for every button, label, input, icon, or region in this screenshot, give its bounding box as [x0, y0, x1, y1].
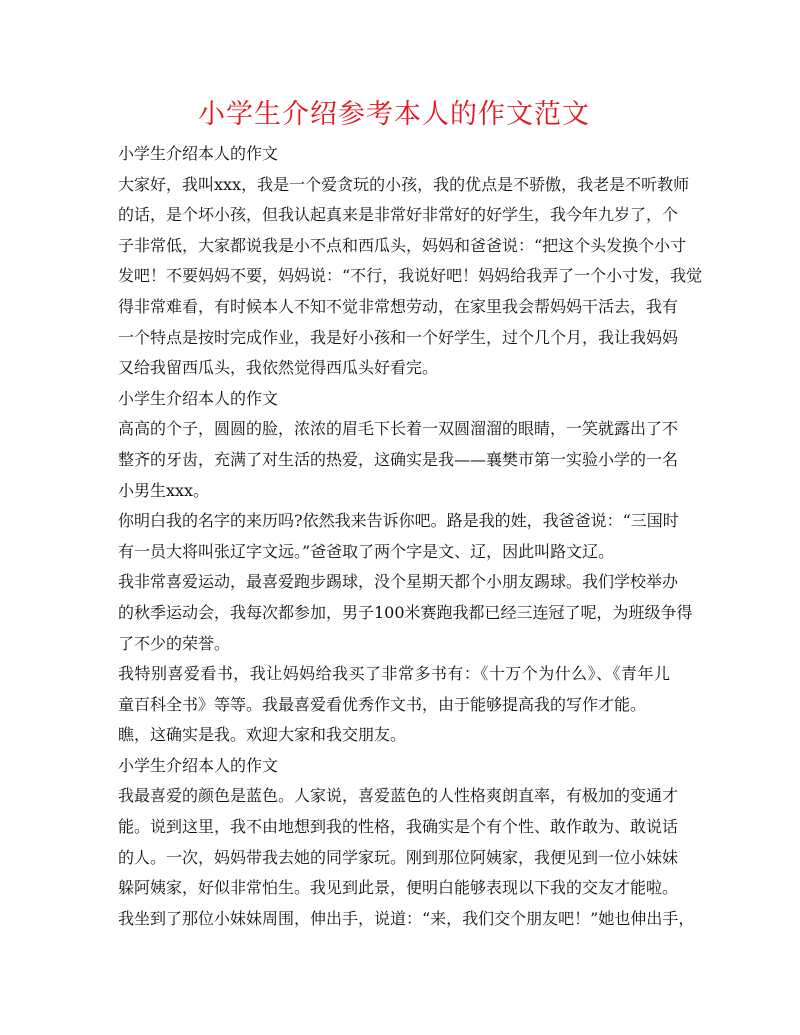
text-line: 躲阿姨家，好似非常怕生。我见到此景，便明白能够表现以下我的交友才能啦。 — [118, 878, 679, 898]
text-line: 童百科全书》等等。我最喜爱看优秀作文书，由于能够提高我的写作才能。 — [118, 694, 647, 714]
text-line: 的话，是个坏小孩，但我认起真来是非常好非常好的好学生，我今年九岁了，个 — [118, 205, 679, 225]
paragraph — [118, 567, 693, 659]
text-line: 高高的个子，圆圆的脸，浓浓的眉毛下长着一双圆溜溜的眼睛，一笑就露出了不 — [118, 419, 679, 439]
section-heading — [118, 139, 670, 170]
paragraph — [118, 659, 670, 720]
paragraph — [118, 170, 703, 384]
text-line: 的人。一次，妈妈带我去她的同学家玩。刚到那位阿姨家，我便见到一位小妹妹 — [118, 847, 679, 867]
paragraph — [118, 506, 679, 567]
text-line: 小男生xxx。 — [118, 480, 210, 500]
text-line: 你明白我的名字的来历吗?依然我来告诉你吧。路是我的姓，我爸爸说：“三国时 — [118, 511, 679, 531]
text-line: 小学生介绍本人的作文 — [118, 144, 279, 163]
paragraph — [118, 720, 670, 751]
text-line: 能。说到这里，我不由地想到我的性格，我确实是个有个性、敢作敢为、敢说话 — [118, 817, 679, 837]
document-page — [118, 96, 703, 934]
text-line: 有一员大将叫张辽字文远。”爸爸取了两个字是文、辽，因此叫路文辽。 — [118, 541, 615, 561]
text-line: 我非常喜爱运动，最喜爱跑步踢球，没个星期天都个小朋友踢球。我们学校举办 — [118, 572, 679, 592]
paragraph — [118, 414, 679, 506]
text-line: 小学生介绍本人的作文 — [118, 755, 279, 775]
section-heading — [118, 384, 670, 415]
text-line: 我最喜爱的颜色是蓝色。人家说，喜爱蓝色的人性格爽朗直率，有极加的变通才 — [118, 786, 679, 806]
text-line: 的秋季运动会，我每次都参加，男子100米赛跑我都已经三连冠了呢，为班级争得 — [118, 602, 693, 622]
text-line: 整齐的牙齿，充满了对生活的热爱，这确实是我——襄樊市第一实验小学的一名 — [118, 449, 679, 469]
text-line: 一个特点是按时完成作业，我是好小孩和一个好学生，过个几个月，我让我妈妈 — [118, 327, 679, 347]
document-body — [118, 139, 703, 934]
text-line: 子非常低，大家都说我是小不点和西瓜头，妈妈和爸爸说：“把这个头发换个小寸 — [118, 235, 687, 255]
document-title: 小学生介绍参考本人的作文范文 — [198, 99, 590, 130]
paragraph — [118, 781, 695, 934]
text-line: 我特别喜爱看书，我让妈妈给我买了非常多书有：《十万个为什么》、《青年儿 — [118, 664, 670, 684]
text-line: 发吧！不要妈妈不要，妈妈说：“不行，我说好吧！妈妈给我弄了一个小寸发，我觉 — [118, 266, 703, 286]
text-line: 我坐到了那位小妹妹周围，伸出手，说道：“来，我们交个朋友吧！”她也伸出手， — [118, 908, 695, 928]
text-line: 大家好，我叫xxx，我是一个爱贪玩的小孩，我的优点是不骄傲，我老是不听教师 — [118, 174, 690, 194]
section-heading — [118, 751, 670, 782]
text-line: 小学生介绍本人的作文 — [118, 388, 279, 408]
text-line: 又给我留西瓜头，我依然觉得西瓜头好看完。 — [118, 358, 439, 378]
text-line: 瞧，这确实是我。欢迎大家和我交朋友。 — [118, 725, 407, 745]
text-line: 得非常难看，有时候本人不知不觉非常想劳动，在家里我会帮妈妈干活去，我有 — [118, 296, 679, 316]
text-line: 了不少的荣誉。 — [118, 633, 231, 653]
